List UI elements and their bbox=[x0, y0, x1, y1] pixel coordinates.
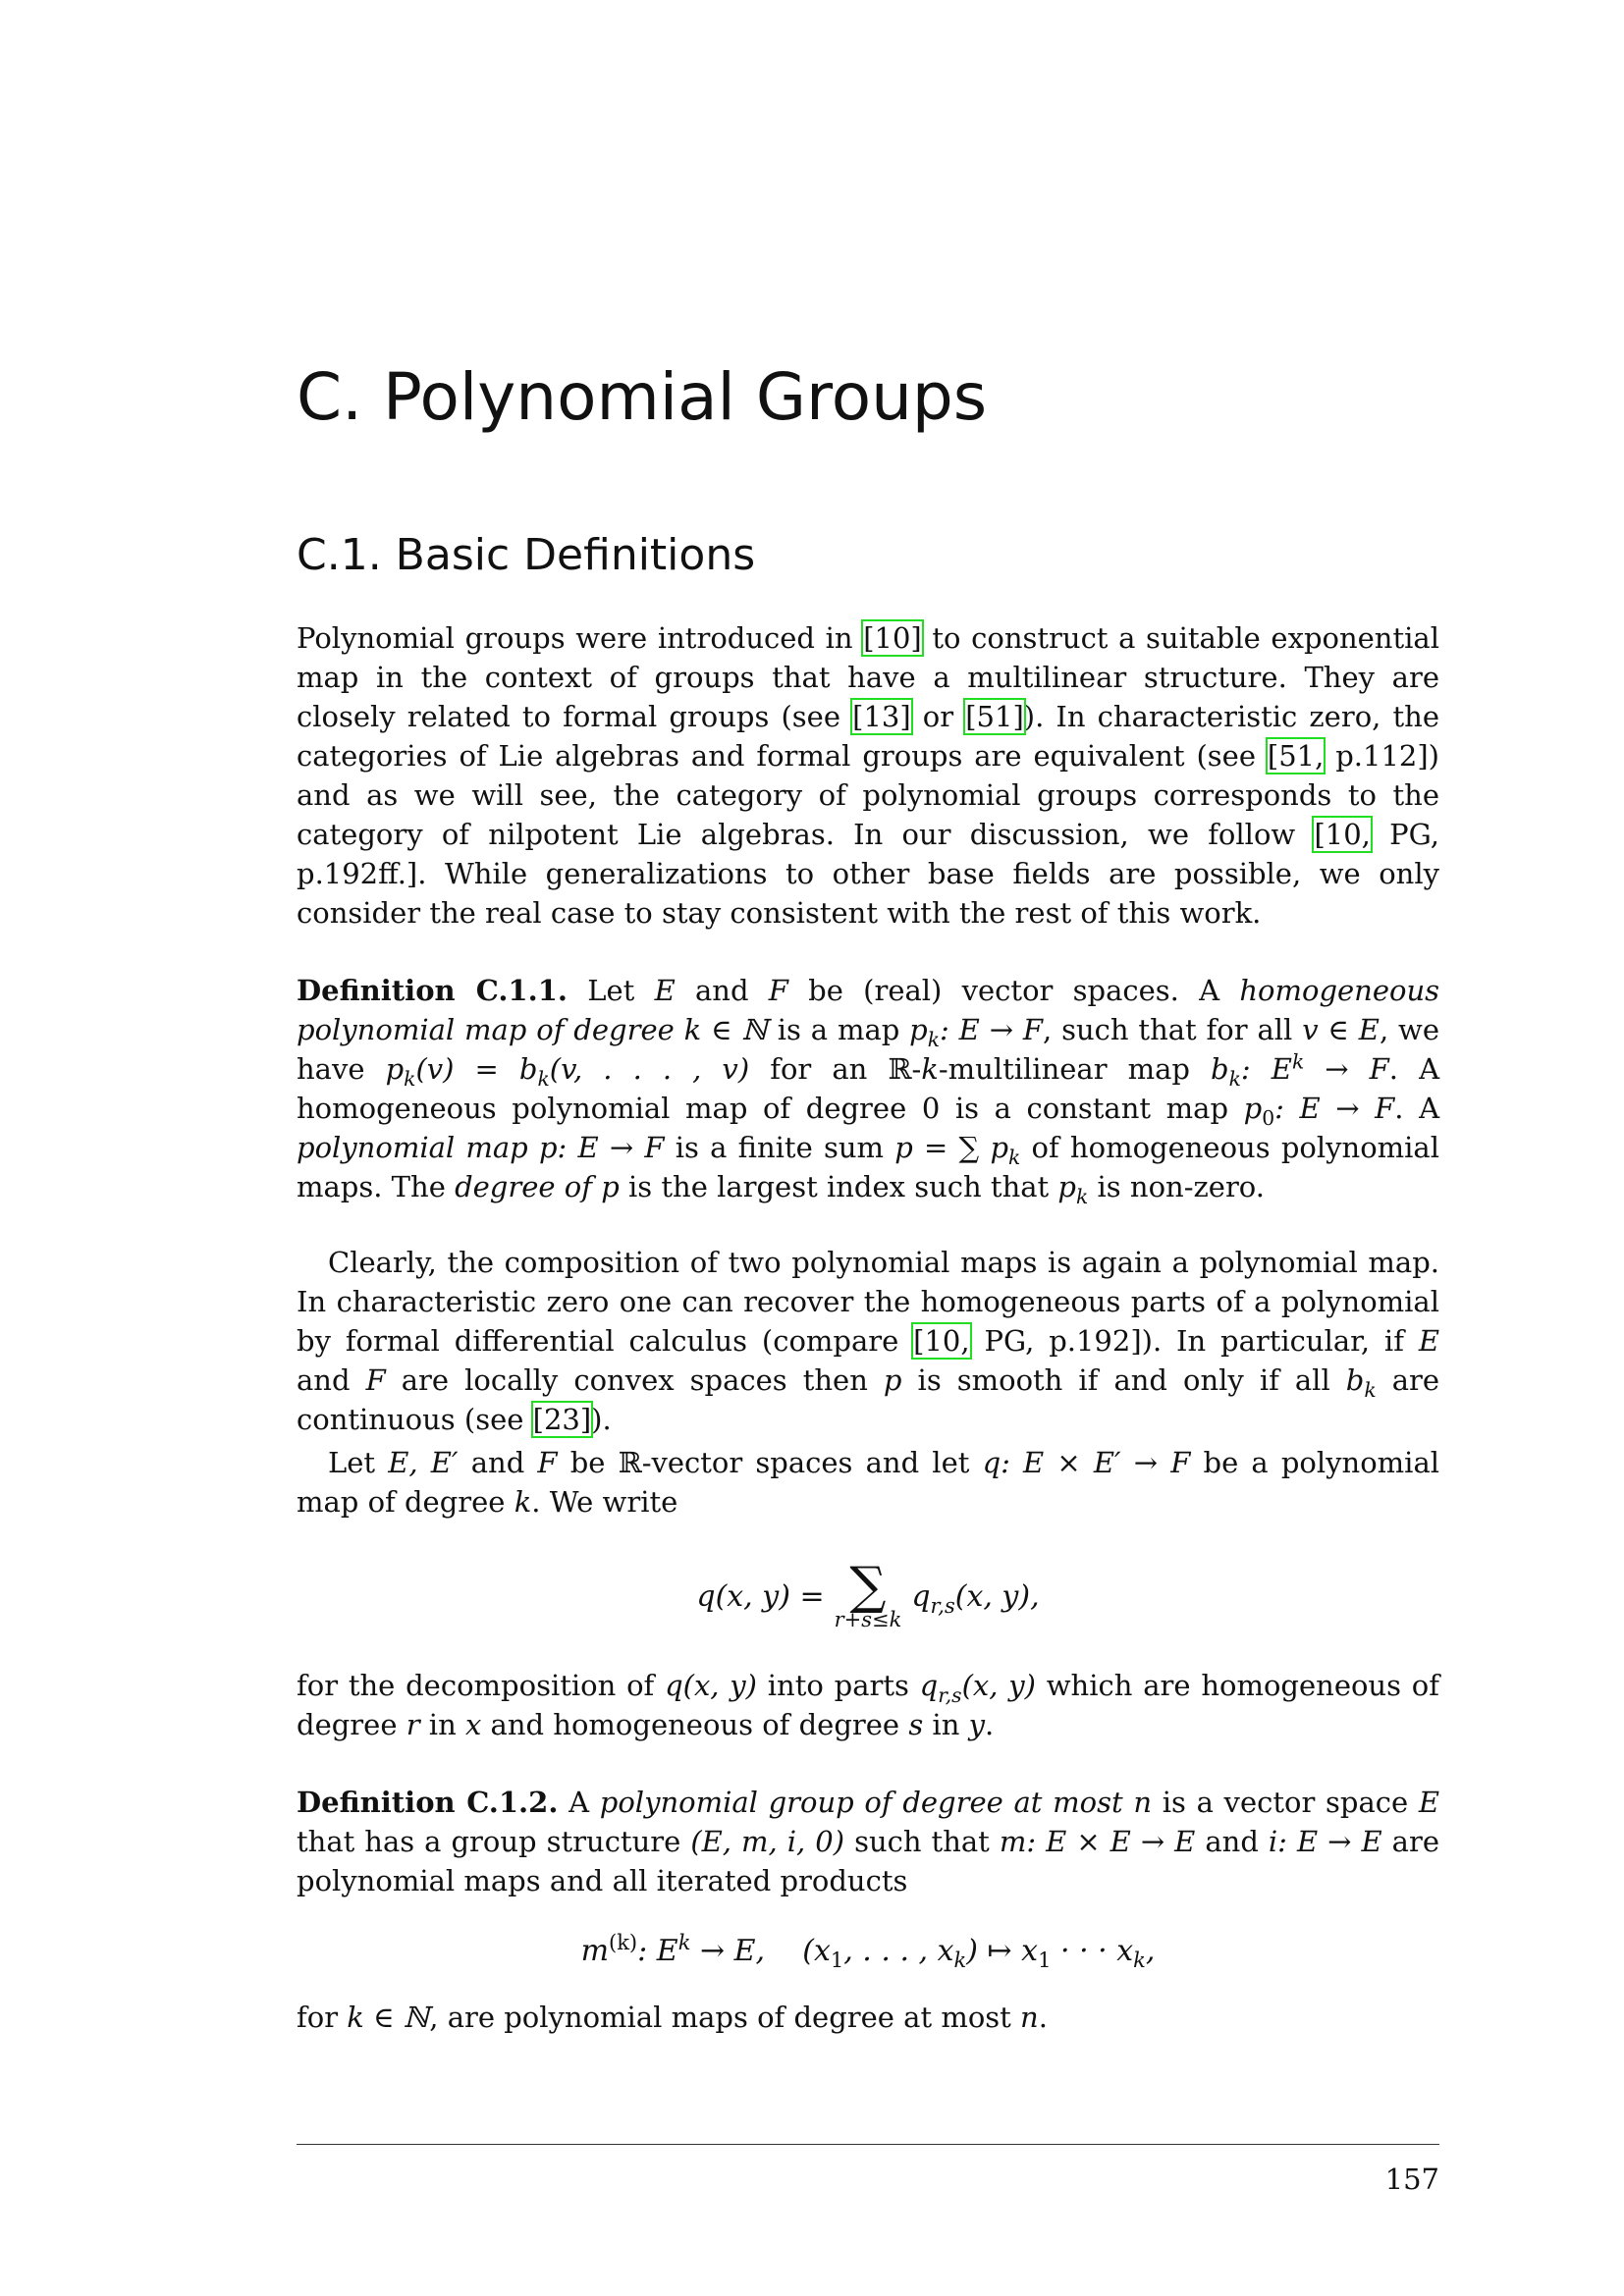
math: m: E × E → E bbox=[999, 1825, 1196, 1858]
composition-paragraph bbox=[297, 1243, 1439, 1439]
math: (v, . . . , v) bbox=[549, 1052, 750, 1086]
text: , we have bbox=[297, 1013, 1440, 1086]
equation-iterated-products bbox=[297, 1932, 1439, 1971]
citation-link[interactable]: [23] bbox=[532, 1403, 592, 1436]
math: y bbox=[968, 1708, 985, 1741]
math: q bbox=[911, 1579, 931, 1614]
math: k bbox=[921, 1052, 939, 1086]
math: , bbox=[1145, 1934, 1156, 1968]
text: . bbox=[984, 1708, 995, 1741]
math: E, E′ bbox=[388, 1446, 459, 1479]
math: s bbox=[908, 1708, 924, 1741]
degree-paragraph bbox=[297, 1998, 1439, 2037]
math: r,s bbox=[938, 1682, 962, 1707]
math: k bbox=[1228, 1066, 1241, 1091]
math: (v) = b bbox=[415, 1052, 538, 1086]
page-number: 157 bbox=[1384, 2163, 1439, 2196]
sum-index: r+s≤k bbox=[834, 1608, 902, 1631]
citation-link[interactable]: [10, bbox=[1314, 818, 1371, 851]
citation-link[interactable]: [13] bbox=[852, 700, 911, 733]
math: : E → F bbox=[1274, 1092, 1395, 1125]
text: Let bbox=[328, 1446, 389, 1479]
math: k bbox=[404, 1066, 416, 1091]
math: 0 bbox=[1262, 1105, 1275, 1130]
math: , . . . , x bbox=[843, 1934, 954, 1968]
emphasis: degree of bbox=[455, 1170, 592, 1203]
math: : E bbox=[637, 1934, 678, 1968]
math: r,s bbox=[930, 1594, 955, 1618]
math: (x, y), bbox=[954, 1579, 1040, 1614]
definition-c-1-1 bbox=[297, 971, 1439, 1206]
text: are continuous (see bbox=[297, 1363, 1440, 1436]
text: is a vector space bbox=[1152, 1786, 1419, 1819]
math: → F bbox=[1304, 1052, 1389, 1086]
math: · · · x bbox=[1051, 1934, 1134, 1968]
math: p bbox=[1057, 1170, 1076, 1203]
math: k bbox=[1008, 1145, 1021, 1169]
math: b bbox=[1345, 1363, 1365, 1397]
definition-label: Definition C.1.1. bbox=[297, 974, 568, 1007]
decomposition-paragraph bbox=[297, 1666, 1439, 1744]
text: PG, p.192]). In particular, if bbox=[969, 1324, 1419, 1358]
math: i: E → E bbox=[1268, 1825, 1382, 1858]
math: k bbox=[1076, 1184, 1089, 1208]
math: k bbox=[514, 1485, 532, 1519]
math: k bbox=[927, 1027, 941, 1051]
math: q(x, y) bbox=[665, 1669, 757, 1702]
intro-paragraph bbox=[297, 618, 1439, 933]
text: for the decomposition of bbox=[297, 1669, 666, 1702]
text: or bbox=[910, 700, 966, 733]
text: is non-zero. bbox=[1088, 1170, 1265, 1203]
text: and bbox=[297, 1363, 366, 1397]
text: in bbox=[419, 1708, 465, 1741]
citation-link[interactable]: [51, bbox=[1267, 739, 1325, 773]
math: (x, y) bbox=[961, 1669, 1036, 1702]
text: is the largest index such that bbox=[619, 1170, 1058, 1203]
math: 1 bbox=[830, 1949, 844, 1972]
text: in bbox=[923, 1708, 969, 1741]
text: for bbox=[297, 2001, 348, 2034]
math: 1 bbox=[1038, 1949, 1052, 1972]
text: ). bbox=[591, 1403, 612, 1436]
definition-c-1-2 bbox=[297, 1783, 1439, 1900]
text: Let bbox=[567, 974, 655, 1007]
text: is a finite sum bbox=[664, 1131, 895, 1164]
text: are locally convex spaces then bbox=[385, 1363, 884, 1397]
text: is smooth if and only if all bbox=[901, 1363, 1346, 1397]
math: q: E × E′ → F bbox=[982, 1446, 1191, 1479]
text: , such that for all bbox=[1043, 1013, 1303, 1046]
text: and homogeneous of degree bbox=[481, 1708, 909, 1741]
citation-link[interactable]: [51] bbox=[965, 700, 1024, 733]
text: such that bbox=[844, 1825, 1000, 1858]
chapter-title: C. Polynomial Groups bbox=[297, 359, 988, 435]
text: that has a group structure bbox=[297, 1825, 691, 1858]
text: Polynomial groups were introduced in bbox=[297, 621, 864, 655]
math: p bbox=[909, 1013, 928, 1046]
text: -multilinear map bbox=[938, 1052, 1212, 1086]
math: E bbox=[1418, 1324, 1439, 1358]
math: ) ↦ x bbox=[966, 1934, 1039, 1968]
text: . A homogeneous polynomial map of degree 0 is a constant map bbox=[297, 1052, 1440, 1125]
citation-link[interactable]: [10] bbox=[863, 621, 922, 655]
math: k ∈ ℕ bbox=[683, 1013, 768, 1046]
math: k bbox=[1291, 1049, 1305, 1074]
math: p bbox=[883, 1363, 902, 1397]
sum-symbol: ∑ bbox=[849, 1557, 887, 1616]
math: r bbox=[406, 1708, 420, 1741]
polynomial-map-paragraph bbox=[297, 1443, 1439, 1522]
text: be (real) vector spaces. A bbox=[787, 974, 1240, 1007]
math: k ∈ ℕ bbox=[347, 2001, 430, 2034]
math: b bbox=[1211, 1052, 1229, 1086]
text: and bbox=[458, 1446, 538, 1479]
math: (k) bbox=[609, 1931, 638, 1954]
text: which are homogeneous of degree bbox=[297, 1669, 1439, 1741]
text: , are polynomial maps of degree at most bbox=[429, 2001, 1021, 2034]
math: k bbox=[537, 1066, 550, 1091]
text: ). In characteristic zero, the categories of Lie algebras and formal groups are equivalent (see bbox=[297, 700, 1439, 773]
citation-link[interactable]: [10, bbox=[913, 1324, 970, 1358]
section-title: C.1. Basic Definitions bbox=[297, 530, 756, 580]
math: k bbox=[677, 1931, 691, 1954]
math: F bbox=[365, 1363, 386, 1397]
math: : E → F bbox=[940, 1013, 1043, 1046]
math: (x bbox=[802, 1934, 831, 1968]
math: n bbox=[1020, 2001, 1039, 2034]
math: n bbox=[1133, 1786, 1153, 1819]
math: p bbox=[1243, 1092, 1263, 1125]
math: m bbox=[580, 1934, 610, 1968]
equation-decomposition bbox=[297, 1557, 1439, 1631]
text: be a polynomial map of degree bbox=[297, 1446, 1440, 1519]
text: p.112]) and as we will see, the category of polynomial groups corresponds to the category of nilpotent Lie algebras. In our discussion, we follow bbox=[297, 739, 1439, 851]
math: E bbox=[1418, 1786, 1440, 1819]
math: q bbox=[919, 1669, 939, 1702]
text: . bbox=[1038, 2001, 1048, 2034]
text: for an ℝ- bbox=[749, 1052, 922, 1086]
text: are polynomial maps and all iterated products bbox=[297, 1825, 1439, 1897]
math: → E, bbox=[690, 1934, 766, 1968]
math: p = ∑ p bbox=[894, 1131, 1009, 1164]
math: k bbox=[953, 1949, 967, 1972]
math: p bbox=[385, 1052, 405, 1086]
text: . We write bbox=[531, 1485, 678, 1519]
text: A bbox=[558, 1786, 600, 1819]
math: k bbox=[1133, 1949, 1146, 1972]
math: x bbox=[464, 1708, 482, 1741]
text: to construct a suitable exponential map in the context of groups that have a multilinear structure. They are closely related to formal groups (see bbox=[297, 621, 1439, 733]
text: PG, p.192ff.]. While generalizations to other base fields are possible, we only consider the real case to stay consistent with the rest of this work. bbox=[297, 818, 1439, 930]
math: v ∈ E bbox=[1302, 1013, 1380, 1046]
text: Clearly, the composition of two polynomial maps is again a polynomial map. In characteristic zero one can recover the homogeneous parts of a polynomial by formal differential calculus (compare bbox=[297, 1246, 1439, 1358]
text: into parts bbox=[757, 1669, 920, 1702]
math: p: E → F bbox=[538, 1131, 665, 1164]
math: F bbox=[768, 974, 788, 1007]
emphasis: polynomial group of degree at most bbox=[599, 1786, 1123, 1819]
text: and bbox=[675, 974, 769, 1007]
math: (E, m, i, 0) bbox=[690, 1825, 845, 1858]
text: is a map bbox=[767, 1013, 910, 1046]
emphasis: homogeneous polynomial map of degree bbox=[297, 974, 1440, 1046]
math: F bbox=[537, 1446, 558, 1479]
math: E bbox=[654, 974, 676, 1007]
math: k bbox=[1364, 1377, 1377, 1402]
emphasis: polynomial map bbox=[297, 1131, 528, 1164]
summation bbox=[834, 1557, 902, 1631]
definition-label: Definition C.1.2. bbox=[297, 1786, 559, 1819]
text: of homogeneous polynomial maps. The bbox=[297, 1131, 1439, 1203]
text: be ℝ-vector spaces and let bbox=[557, 1446, 983, 1479]
math: p bbox=[601, 1170, 620, 1203]
math: q(x, y) = bbox=[696, 1579, 825, 1614]
footer-rule bbox=[297, 2144, 1439, 2145]
text: . A bbox=[1394, 1092, 1440, 1125]
math: : E bbox=[1240, 1052, 1292, 1086]
text: and bbox=[1195, 1825, 1269, 1858]
